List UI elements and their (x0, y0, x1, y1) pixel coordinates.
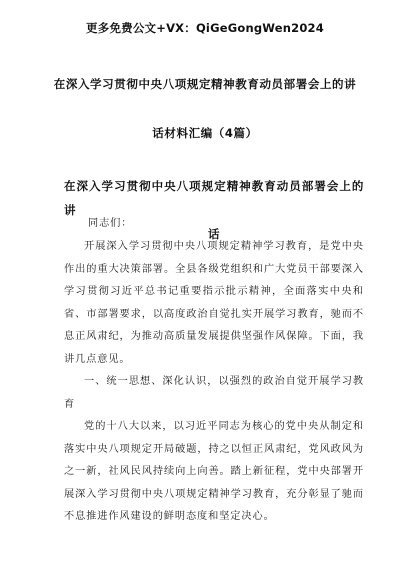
speech-heading-line-1: 在深入学习贯彻中央八项规定精神教育动员部署会上的讲 (64, 179, 364, 217)
paragraph-section-1: 党的十八大以来，以习近平同志为核心的党中央从制定和落实中央八项规定开局破题，持之以恒正风肃纪，党风政风为之一新，社风民风持续向上向善。踏上新征程，党中央部署开展深入学习贯彻中央八项规定精神学习教育，充分彰显了驰而不息推进作风建设的鲜明态度和坚定决心。 (64, 421, 364, 522)
body-text (64, 236, 364, 529)
cover-title-line-1: 在深入学习贯彻中央八项规定精神教育动员部署会上的讲 (53, 77, 357, 91)
section-heading-1: 一、统一思想、深化认识，以强烈的政治自觉开展学习教育 (64, 376, 364, 410)
paragraph-intro: 开展深入学习贯彻中央八项规定精神学习教育，是党中央作出的重大决策部署。全县各级党组织和广大党员干部要深入学习贯彻习近平总书记重要指示批示精神，全面落实中央和省、市部署要求，以高度政治自觉扎实开展学习教育，驰而不息正风肃纪，为推动高质量发展提供坚强作风保障。下面，我讲几点意见。 (64, 241, 364, 365)
promo-banner: 更多免费公文+VX：QiGeGongWen2024 (86, 21, 324, 35)
salutation: 同志们： (88, 218, 133, 229)
speech-heading-line-2: 话 (207, 227, 221, 241)
cover-title-line-2: 话材料汇编（4篇） (152, 126, 258, 140)
